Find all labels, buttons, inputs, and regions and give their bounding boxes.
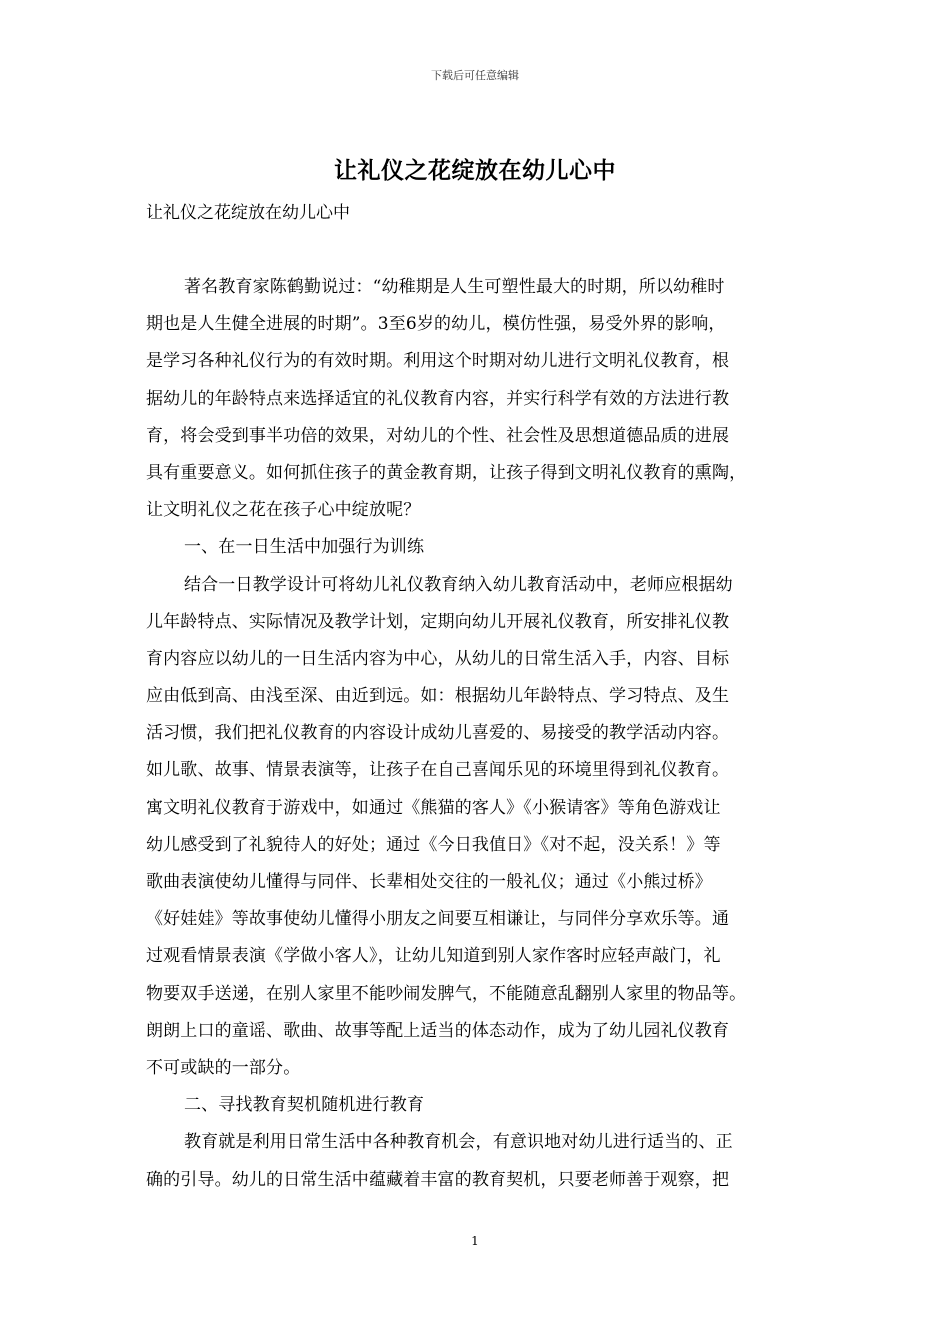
section-heading: 二、寻找教育契机随机进行教育 — [184, 1095, 425, 1116]
text-line: 寓文明礼仪教育于游戏中，如通过《熊猫的客人》《小猴请客》等角色游戏让 — [146, 797, 721, 818]
page-number: 1 — [471, 1234, 479, 1248]
text-line: 育，将会受到事半功倍的效果，对幼儿的个性、社会性及思想道德品质的进展 — [146, 425, 730, 446]
document-subtitle: 让礼仪之花绽放在幼儿心中 — [146, 203, 350, 223]
text-line: 歌曲表演使幼儿懂得与同伴、长辈相处交往的一般礼仪；通过《小熊过桥》 — [146, 872, 712, 892]
text-line: 朗朗上口的童谣、歌曲、故事等配上适当的体态动作，成为了幼儿园礼仪教育 — [146, 1020, 730, 1041]
text-line: 是学习各种礼仪行为的有效时期。利用这个时期对幼儿进行文明礼仪教育，根 — [146, 351, 730, 372]
text-line: 物要双手送递，在别人家里不能吵闹发脾气，不能随意乱翻别人家里的物品等。 — [146, 983, 747, 1004]
section-heading: 一、在一日生活中加强行为训练 — [184, 537, 425, 558]
text-line: 活习惯，我们把礼仪教育的内容设计成幼儿喜爱的、易接受的教学活动内容。 — [146, 723, 730, 744]
document-title: 让礼仪之花绽放在幼儿心中 — [334, 157, 616, 184]
text-line: 过观看情景表演《学做小客人》，让幼儿知道到别人家作客时应轻声敲门，礼 — [146, 946, 721, 967]
text-line: 不可或缺的一部分。 — [146, 1057, 301, 1078]
text-line: 据幼儿的年龄特点来选择适宜的礼仪教育内容，并实行科学有效的方法进行教 — [146, 388, 730, 409]
text-line: 结合一日教学设计可将幼儿礼仪教育纳入幼儿教育活动中，老师应根据幼 — [184, 574, 733, 595]
text-line: 育内容应以幼儿的一日生活内容为中心，从幼儿的日常生活入手，内容、目标 — [146, 648, 730, 669]
text-line: 著名教育家陈鹤勤说过：“幼稚期是人生可塑性最大的时期，所以幼稚时 — [184, 277, 725, 297]
text-line: 《好娃娃》等故事使幼儿懂得小朋友之间要互相谦让，与同伴分享欢乐等。通 — [146, 909, 730, 930]
text-line: 让文明礼仪之花在孩子心中绽放呢？ — [146, 500, 421, 521]
text-line: 应由低到高、由浅至深、由近到远。如：根据幼儿年龄特点、学习特点、及生 — [146, 686, 730, 707]
text-line: 儿年龄特点、实际情况及教学计划，定期向幼儿开展礼仪教育，所安排礼仪教 — [146, 611, 730, 632]
text-line: 幼儿感受到了礼貌待人的好处；通过《今日我值日》《对不起，没关系！》等 — [146, 834, 721, 855]
text-line: 确的引导。幼儿的日常生活中蕴藏着丰富的教育契机，只要老师善于观察，把 — [146, 1169, 730, 1190]
text-line: 如儿歌、故事、情景表演等，让孩子在自己喜闻乐见的环境里得到礼仪教育。 — [146, 760, 730, 781]
text-line: 教育就是利用日常生活中各种教育机会，有意识地对幼儿进行适当的、正 — [184, 1132, 733, 1153]
body-text — [146, 275, 806, 1205]
page-header: 下载后可任意编辑 — [431, 69, 519, 82]
text-line: 具有重要意义。如何抓住孩子的黄金教育期，让孩子得到文明礼仪教育的熏陶， — [146, 462, 747, 483]
text-line: 期也是人生健全进展的时期”。3至6岁的幼儿，模仿性强，易受外界的影响， — [146, 314, 726, 335]
